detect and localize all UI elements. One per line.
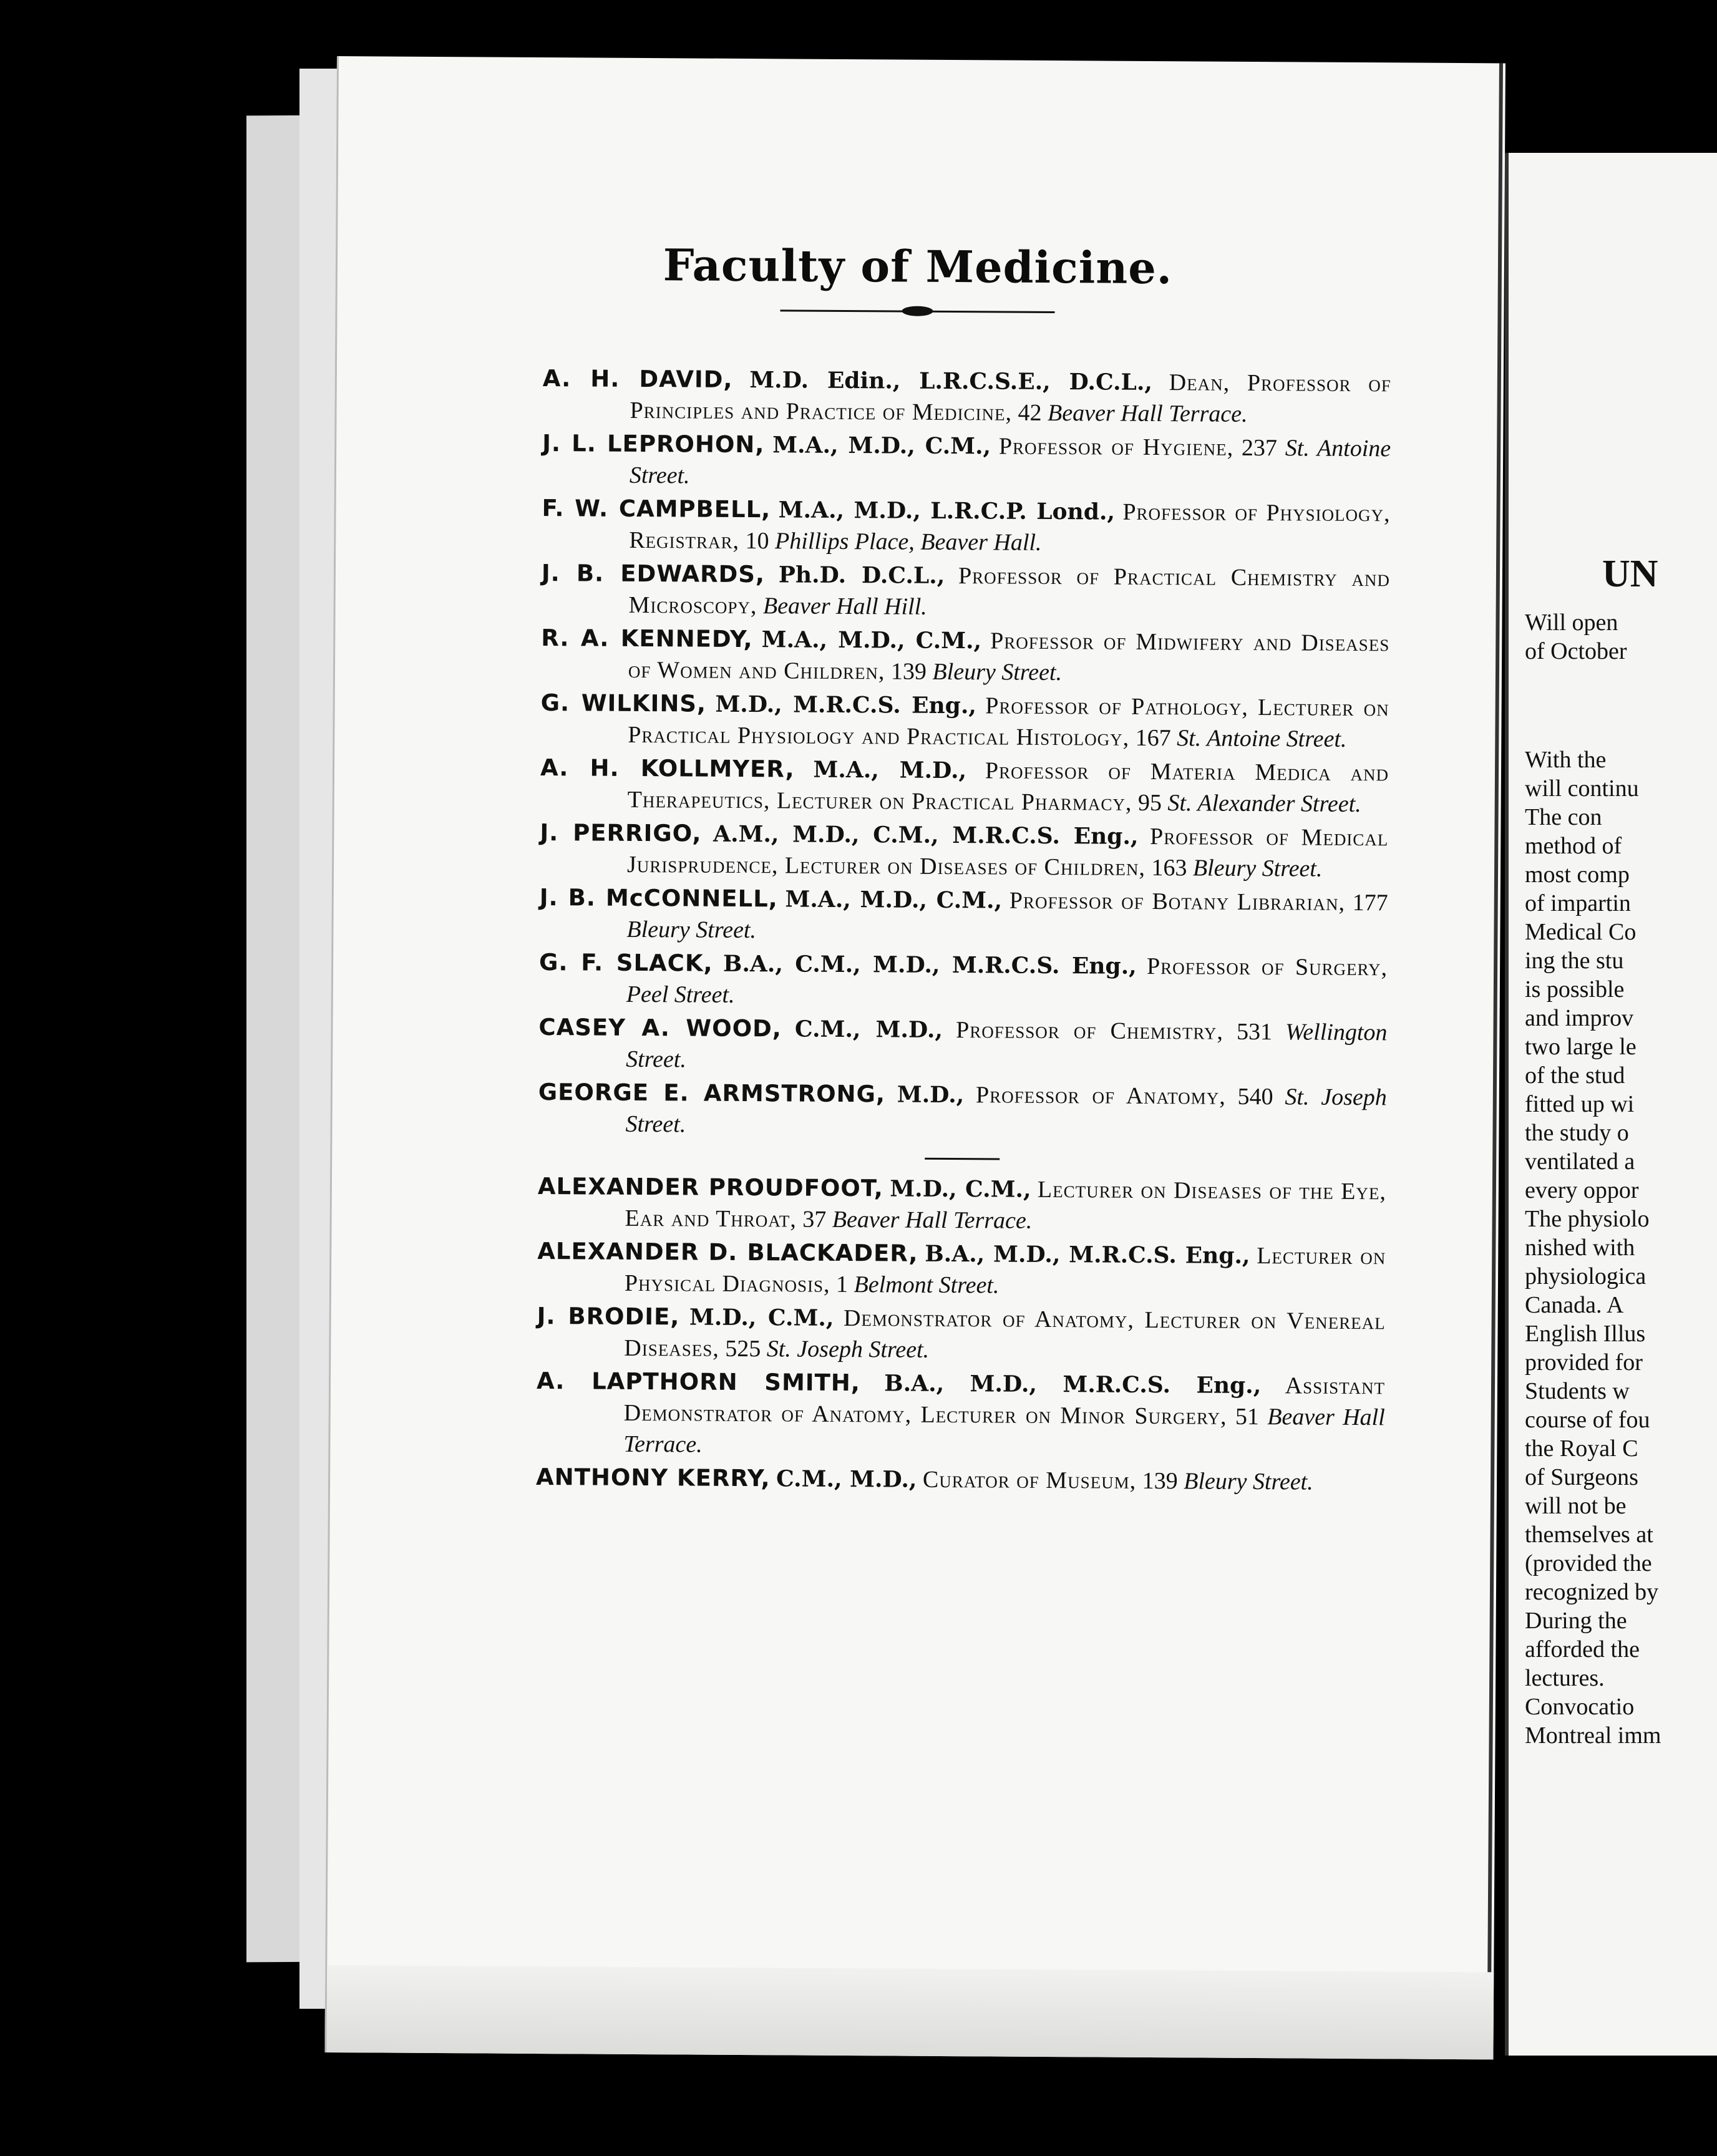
page-title: Faculty of Medicine.: [663, 239, 1173, 294]
address-number: 139: [1142, 1467, 1178, 1495]
faculty-name: J. BRODIE,: [537, 1302, 680, 1331]
faculty-address: Beaver Hall Hill.: [762, 593, 927, 620]
faculty-entry: [538, 1077, 1387, 1144]
faculty-entry: [540, 752, 1389, 820]
faculty-degrees: A.M., M.D., C.M., M.R.C.S. Eng.,: [713, 820, 1139, 850]
address-number: 237: [1241, 434, 1278, 462]
faculty-degrees: M.D., C.M.,: [890, 1175, 1031, 1203]
body-text-line: two large le: [1525, 1034, 1637, 1060]
body-text-line: of impartin: [1525, 890, 1631, 916]
body-text-line: will not be: [1525, 1493, 1627, 1519]
lecturers-list: [536, 1171, 1386, 1498]
faculty-title: Professor of Anatomy,: [975, 1082, 1226, 1110]
faculty-title: Professor of Surgery,: [1146, 953, 1388, 981]
right-page-intro: [1525, 608, 1627, 666]
body-text-line: every oppor: [1525, 1177, 1639, 1203]
faculty-name: GEORGE E. ARMSTRONG,: [538, 1079, 886, 1108]
address-number: 37: [802, 1206, 827, 1233]
faculty-degrees: M.A., M.D., L.R.C.P. Lond.,: [778, 497, 1116, 525]
address-number: 163: [1151, 854, 1187, 881]
address-number: 42: [1018, 399, 1042, 426]
faculty-name: A. H. DAVID,: [542, 365, 733, 393]
address-number: 531: [1236, 1018, 1273, 1046]
body-text-line: afforded the: [1525, 1636, 1640, 1663]
faculty-address: Beaver Hall Terrace.: [623, 1404, 1385, 1458]
body-text-line: With the: [1525, 747, 1607, 773]
right-page-heading: UN: [1602, 553, 1658, 595]
faculty-address: Beaver Hall Terrace.: [1047, 399, 1248, 427]
address-number: 167: [1135, 724, 1171, 752]
faculty-title: Professor of Midwifery and Diseases of Women and Children,: [628, 628, 1390, 685]
faculty-address: Belmont Street.: [854, 1271, 1000, 1299]
body-text-line: the Royal C: [1525, 1435, 1638, 1462]
body-text-line: The con: [1525, 804, 1602, 830]
faculty-name: A. H. KOLLMYER,: [540, 754, 795, 783]
body-text-line: Medical Co: [1525, 919, 1637, 945]
faculty-entry: [542, 428, 1391, 495]
body-text-line: Montreal imm: [1525, 1722, 1661, 1749]
faculty-entry: [537, 1171, 1386, 1238]
body-text-line: of Surgeons: [1525, 1464, 1638, 1490]
address-number: 10: [745, 528, 769, 555]
professors-list: [538, 363, 1391, 1144]
address-number: 1: [835, 1271, 849, 1298]
body-text-line: course of fou: [1525, 1407, 1650, 1433]
faculty-title: Professor of Medical Jurisprudence, Lecturer on Diseases of Children,: [626, 823, 1389, 881]
faculty-entry: [537, 1301, 1386, 1368]
body-text-line: the study o: [1525, 1120, 1629, 1146]
body-text-line: Convocatio: [1525, 1694, 1635, 1720]
address-number: 95: [1137, 789, 1162, 817]
faculty-address: Bleury Street.: [1184, 1468, 1313, 1495]
faculty-degrees: M.D., M.R.C.S. Eng.,: [715, 691, 977, 719]
faculty-title: Demonstrator of Anatomy, Lecturer on Venereal Diseases,: [624, 1304, 1386, 1362]
body-text-line: provided for: [1525, 1349, 1643, 1376]
faculty-title: Curator of Museum,: [922, 1466, 1137, 1494]
faculty-title: Lecturer on Diseases of the Eye, Ear and Throat,: [625, 1176, 1387, 1233]
faculty-name: ALEXANDER D. BLACKADER,: [537, 1237, 918, 1267]
faculty-degrees: B.A., M.D., M.R.C.S. Eng.,: [925, 1240, 1250, 1269]
faculty-entry: [541, 558, 1390, 625]
faculty-name: J. PERRIGO,: [540, 819, 702, 847]
faculty-address: Bleury Street.: [1192, 855, 1323, 882]
body-text-line: Will open: [1525, 609, 1618, 636]
faculty-degrees: M.D., C.M.,: [689, 1304, 834, 1331]
faculty-address: St. Joseph Street.: [766, 1336, 930, 1363]
faculty-entry: [541, 623, 1390, 690]
faculty-address: Phillips Place, Beaver Hall.: [774, 528, 1042, 556]
faculty-degrees: B.A., C.M., M.D., M.R.C.S. Eng.,: [722, 950, 1137, 979]
faculty-title: Lecturer on Physical Diagnosis,: [624, 1243, 1386, 1298]
body-text-line: During the: [1525, 1608, 1627, 1634]
faculty-degrees: M.A., M.D., C.M.,: [761, 626, 982, 654]
faculty-entry: [539, 947, 1388, 1014]
body-text-line: Students w: [1525, 1378, 1630, 1404]
body-text-line: method of: [1525, 833, 1622, 859]
faculty-entry: [536, 1462, 1384, 1498]
faculty-name: A. LAPTHORN SMITH,: [536, 1367, 860, 1397]
body-text-line: The physiolo: [1525, 1206, 1650, 1232]
faculty-title: Professor of Botany Librarian,: [1009, 887, 1346, 916]
faculty-title: Dean, Professor of Principles and Practice of Medicine,: [630, 369, 1391, 426]
right-page: [1505, 153, 1717, 2056]
faculty-name: G. WILKINS,: [540, 689, 707, 717]
body-text-line: recognized by: [1525, 1579, 1659, 1605]
faculty-address: St. Antoine Street.: [1177, 725, 1347, 752]
address-number: 540: [1237, 1083, 1273, 1110]
faculty-name: ALEXANDER PROUDFOOT,: [537, 1173, 883, 1202]
faculty-title: Assistant Demonstrator of Anatomy, Lecturer on Minor Surgery,: [623, 1372, 1386, 1430]
faculty-degrees: M.D.,: [897, 1081, 965, 1109]
address-number: 525: [725, 1335, 761, 1362]
body-text-line: is possible: [1525, 976, 1625, 1003]
faculty-name: CASEY A. WOOD,: [538, 1014, 782, 1042]
faculty-degrees: B.A., M.D., M.R.C.S. Eng.,: [884, 1370, 1262, 1399]
address-number: 51: [1235, 1403, 1260, 1430]
faculty-address: St. Antoine Street.: [629, 435, 1391, 489]
faculty-address: Beaver Hall Terrace.: [832, 1206, 1033, 1234]
body-text-line: themselves at: [1525, 1522, 1653, 1548]
faculty-title: Professor of Practical Chemistry and Microscopy,: [628, 563, 1391, 619]
right-page-body: [1525, 745, 1661, 1750]
faculty-name: J. L. LEPROHON,: [542, 430, 765, 459]
address-number: 177: [1352, 889, 1388, 916]
body-text-line: ing the stu: [1525, 948, 1624, 974]
faculty-title: Professor of Hygiene,: [998, 433, 1234, 461]
faculty-address: St. Alexander Street.: [1167, 790, 1361, 818]
faculty-degrees: C.M., M.D.,: [776, 1465, 917, 1493]
body-text-line: fitted up wi: [1525, 1091, 1635, 1117]
faculty-title: Professor of Chemistry,: [956, 1017, 1224, 1045]
faculty-name: G. F. SLACK,: [539, 949, 713, 977]
faculty-degrees: M.A., M.D.,: [813, 756, 967, 784]
page-header: [337, 237, 1498, 319]
body-text-line: English Illus: [1525, 1321, 1646, 1347]
section-divider: [925, 1158, 1000, 1160]
faculty-entry: [536, 1366, 1385, 1464]
address-number: 139: [890, 658, 927, 685]
left-page: [324, 56, 1505, 2059]
faculty-degrees: C.M., M.D.,: [794, 1016, 943, 1043]
body-text-line: most comp: [1525, 862, 1630, 888]
faculty-degrees: M.A., M.D., C.M.,: [785, 886, 1003, 914]
faculty-degrees: M.A., M.D., C.M.,: [772, 432, 991, 460]
faculty-name: ANTHONY KERRY,: [535, 1463, 771, 1492]
body-text-line: (provided the: [1525, 1550, 1652, 1576]
faculty-name: F. W. CAMPBELL,: [542, 495, 771, 523]
body-text-line: and improv: [1525, 1005, 1634, 1031]
faculty-address: Bleury Street.: [932, 658, 1063, 686]
body-text-line: Canada. A: [1525, 1292, 1624, 1318]
faculty-address: Peel Street.: [626, 981, 735, 1008]
faculty-name: R. A. KENNEDY,: [541, 624, 753, 653]
body-text-line: will continu: [1525, 775, 1639, 802]
faculty-title: Professor of Materia Medica and Therapeutics, Lecturer on Practical Pharmacy,: [627, 757, 1389, 816]
page-gutter: [1487, 63, 1503, 2059]
faculty-degrees: M.D. Edin., L.R.C.S.E., D.C.L.,: [749, 367, 1153, 396]
faculty-entry: [537, 1236, 1386, 1303]
body-text-line: nished with: [1525, 1235, 1635, 1261]
body-text-line: of October: [1525, 638, 1627, 664]
body-text-line: lectures.: [1525, 1665, 1605, 1691]
body-text-line: of the stud: [1525, 1062, 1625, 1089]
faculty-entry: [540, 817, 1389, 885]
faculty-entry: [540, 687, 1389, 755]
body-text-line: ventilated a: [1525, 1148, 1635, 1175]
faculty-entry: [539, 882, 1388, 949]
faculty-title: Professor of Pathology, Lecturer on Practical Physiology and Practical Histology,: [628, 692, 1389, 751]
ornamental-rule: [780, 305, 1054, 317]
faculty-entry: [538, 1012, 1388, 1079]
faculty-address: St. Joseph Street.: [625, 1084, 1387, 1138]
faculty-name: J. B. McCONNELL,: [539, 884, 778, 913]
faculty-entry: [542, 493, 1391, 560]
faculty-title: Professor of Physiology, Registrar,: [629, 498, 1391, 554]
body-text-line: physiologica: [1525, 1263, 1646, 1289]
faculty-address: Wellington Street.: [626, 1019, 1388, 1073]
page-bottom-edge: [326, 1965, 1494, 2059]
faculty-address: Bleury Street.: [626, 916, 757, 944]
faculty-name: J. B. EDWARDS,: [541, 560, 766, 588]
faculty-entry: [542, 363, 1391, 430]
faculty-degrees: Ph.D. D.C.L.,: [778, 561, 945, 589]
faculty-list: [536, 363, 1391, 1500]
